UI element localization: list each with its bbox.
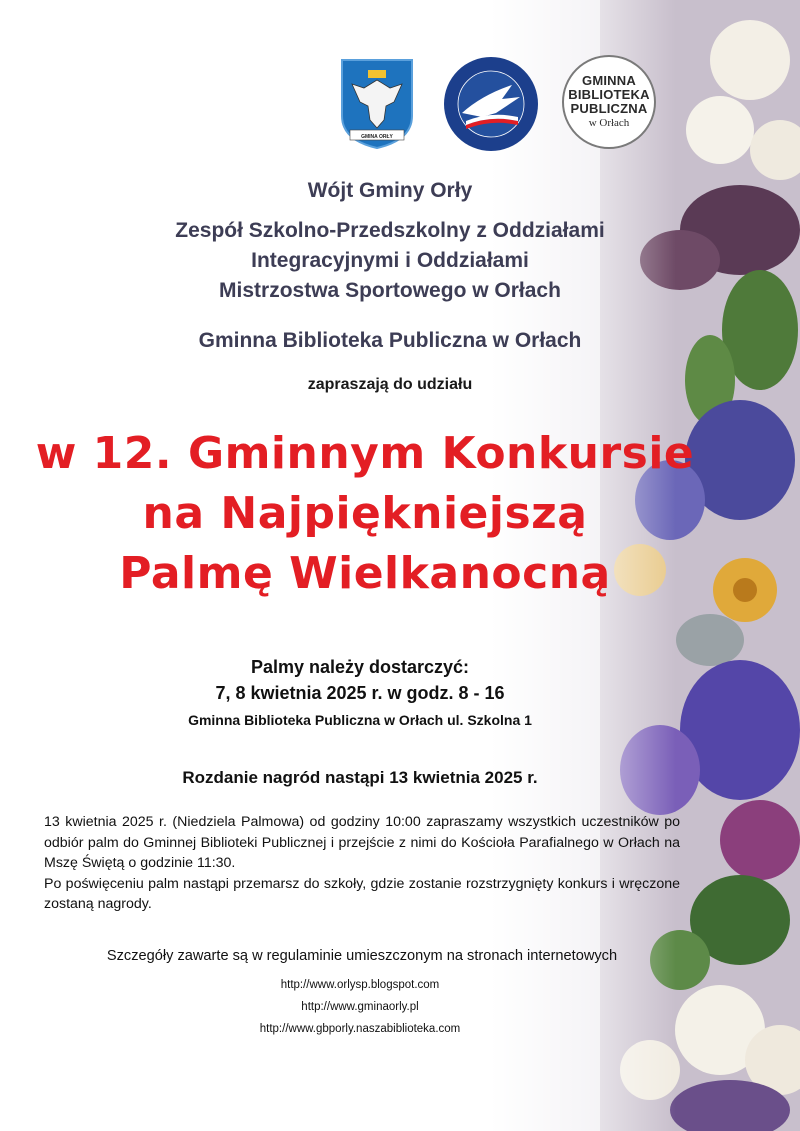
link-gminaorly[interactable]: http://www.gminaorly.pl [301, 1001, 419, 1013]
event-description [44, 812, 680, 915]
title-line-1: w 12. Gminnym Konkursie [35, 428, 695, 479]
organizer-school-line-3: Mistrzostwa Sportowego w Orłach [219, 279, 561, 302]
link-gbporly[interactable]: http://www.gbporly.naszabiblioteka.com [259, 1023, 461, 1035]
awards-date: Rozdanie nagród nastąpi 13 kwietnia 2025 r. [182, 768, 538, 787]
organizer-library: Gminna Biblioteka Publiczna w Orłach [198, 329, 582, 352]
description-paragraph-1: 13 kwietnia 2025 r. (Niedziela Palmowa) od godziny 10:00 zapraszamy wszystkich uczestników po odbiór palm do Gminnej Biblioteki Publicznej i przejście z nimi do Kościoła Parafialnego w Orłach na Mszę Świętą o godzinie 11:30. [44, 814, 680, 871]
organizer-wojt: Wójt Gminy Orły [307, 179, 473, 202]
library-logo [562, 55, 656, 149]
coat-caption: GMINA ORŁY [361, 134, 393, 140]
delivery-dates: 7, 8 kwietnia 2025 r. w godz. 8 - 16 [215, 683, 505, 703]
title-line-2: na Najpiękniejszą [142, 488, 588, 539]
delivery-info [60, 654, 660, 734]
link-orlysp[interactable]: http://www.orlysp.blogspot.com [280, 979, 440, 991]
title-line-3: Palmę Wielkanocną [119, 548, 611, 599]
delivery-heading: Palmy należy dostarczyć: [250, 657, 470, 677]
contest-title [30, 424, 700, 604]
library-logo-town: w Orłach [588, 117, 630, 129]
organizer-school-line-1: Zespół Szkolno-Przedszkolny z Oddziałami [175, 219, 605, 242]
invite-text: zapraszają do udziału [307, 376, 473, 393]
library-logo-line-2: BIBLIOTEKA [568, 87, 650, 102]
library-logo-line-1: GMINNA [582, 73, 636, 88]
delivery-place: Gminna Biblioteka Publiczna w Orłach ul. Szkolna 1 [188, 712, 532, 728]
eagle-school-icon [442, 55, 540, 153]
website-links [200, 974, 520, 1040]
organizer-school-line-2: Integracyjnymi i Oddziałami [251, 249, 529, 272]
coat-of-arms-logo [340, 58, 414, 150]
description-paragraph-2: Po poświęceniu palm nastąpi przemarsz do szkoły, gdzie zostanie rozstrzygnięty konkurs i wręczone zostaną nagrody. [44, 875, 680, 912]
details-note: Szczegóły zawarte są w regulaminie umieszczonym na stronach internetowych [106, 948, 618, 964]
logo-row [340, 55, 670, 155]
school-logo [442, 55, 540, 153]
organizer-school [100, 216, 680, 306]
library-logo-line-3: PUBLICZNA [570, 101, 648, 116]
